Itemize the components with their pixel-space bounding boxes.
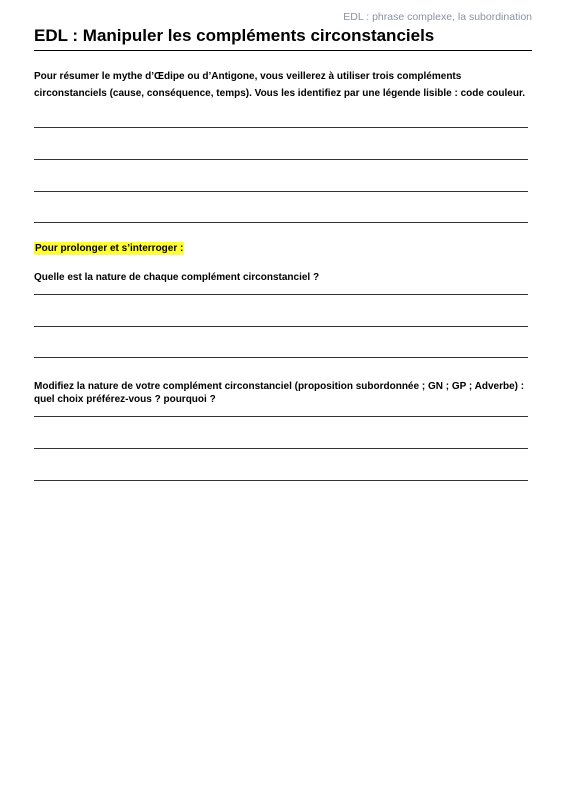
intro-instructions: Pour résumer le mythe d’Œdipe ou d’Antigone, vous veillerez à utiliser trois compléments circonstanciels (cause, conséquence, temps). Vous les identifiez par une légende lisible : code couleur. [34, 71, 526, 99]
writing-line-3 [34, 191, 528, 192]
header-note: EDL : phrase complexe, la subordination [343, 11, 532, 23]
writing-line-9 [34, 448, 528, 449]
writing-line-8 [34, 416, 528, 417]
writing-line-1 [34, 127, 528, 128]
question-modify-line-1: Modifiez la nature de votre complément circonstanciel (proposition subordonnée ; GN ; GP ; Adverbe) : [34, 381, 525, 392]
question-modify-line-2: quel choix préférez-vous ? pourquoi ? [34, 394, 216, 405]
writing-line-7 [34, 357, 528, 358]
writing-line-5 [34, 294, 528, 295]
writing-line-10 [34, 480, 528, 481]
page-title: EDL : Manipuler les compléments circonstanciels [34, 26, 532, 51]
writing-line-2 [34, 159, 528, 160]
question-nature: Quelle est la nature de chaque complément circonstanciel ? [34, 272, 320, 283]
question-modify [34, 380, 528, 406]
writing-line-6 [34, 326, 528, 327]
writing-line-4 [34, 222, 528, 223]
section-title-highlighted: Pour prolonger et s’interroger : [35, 243, 184, 254]
